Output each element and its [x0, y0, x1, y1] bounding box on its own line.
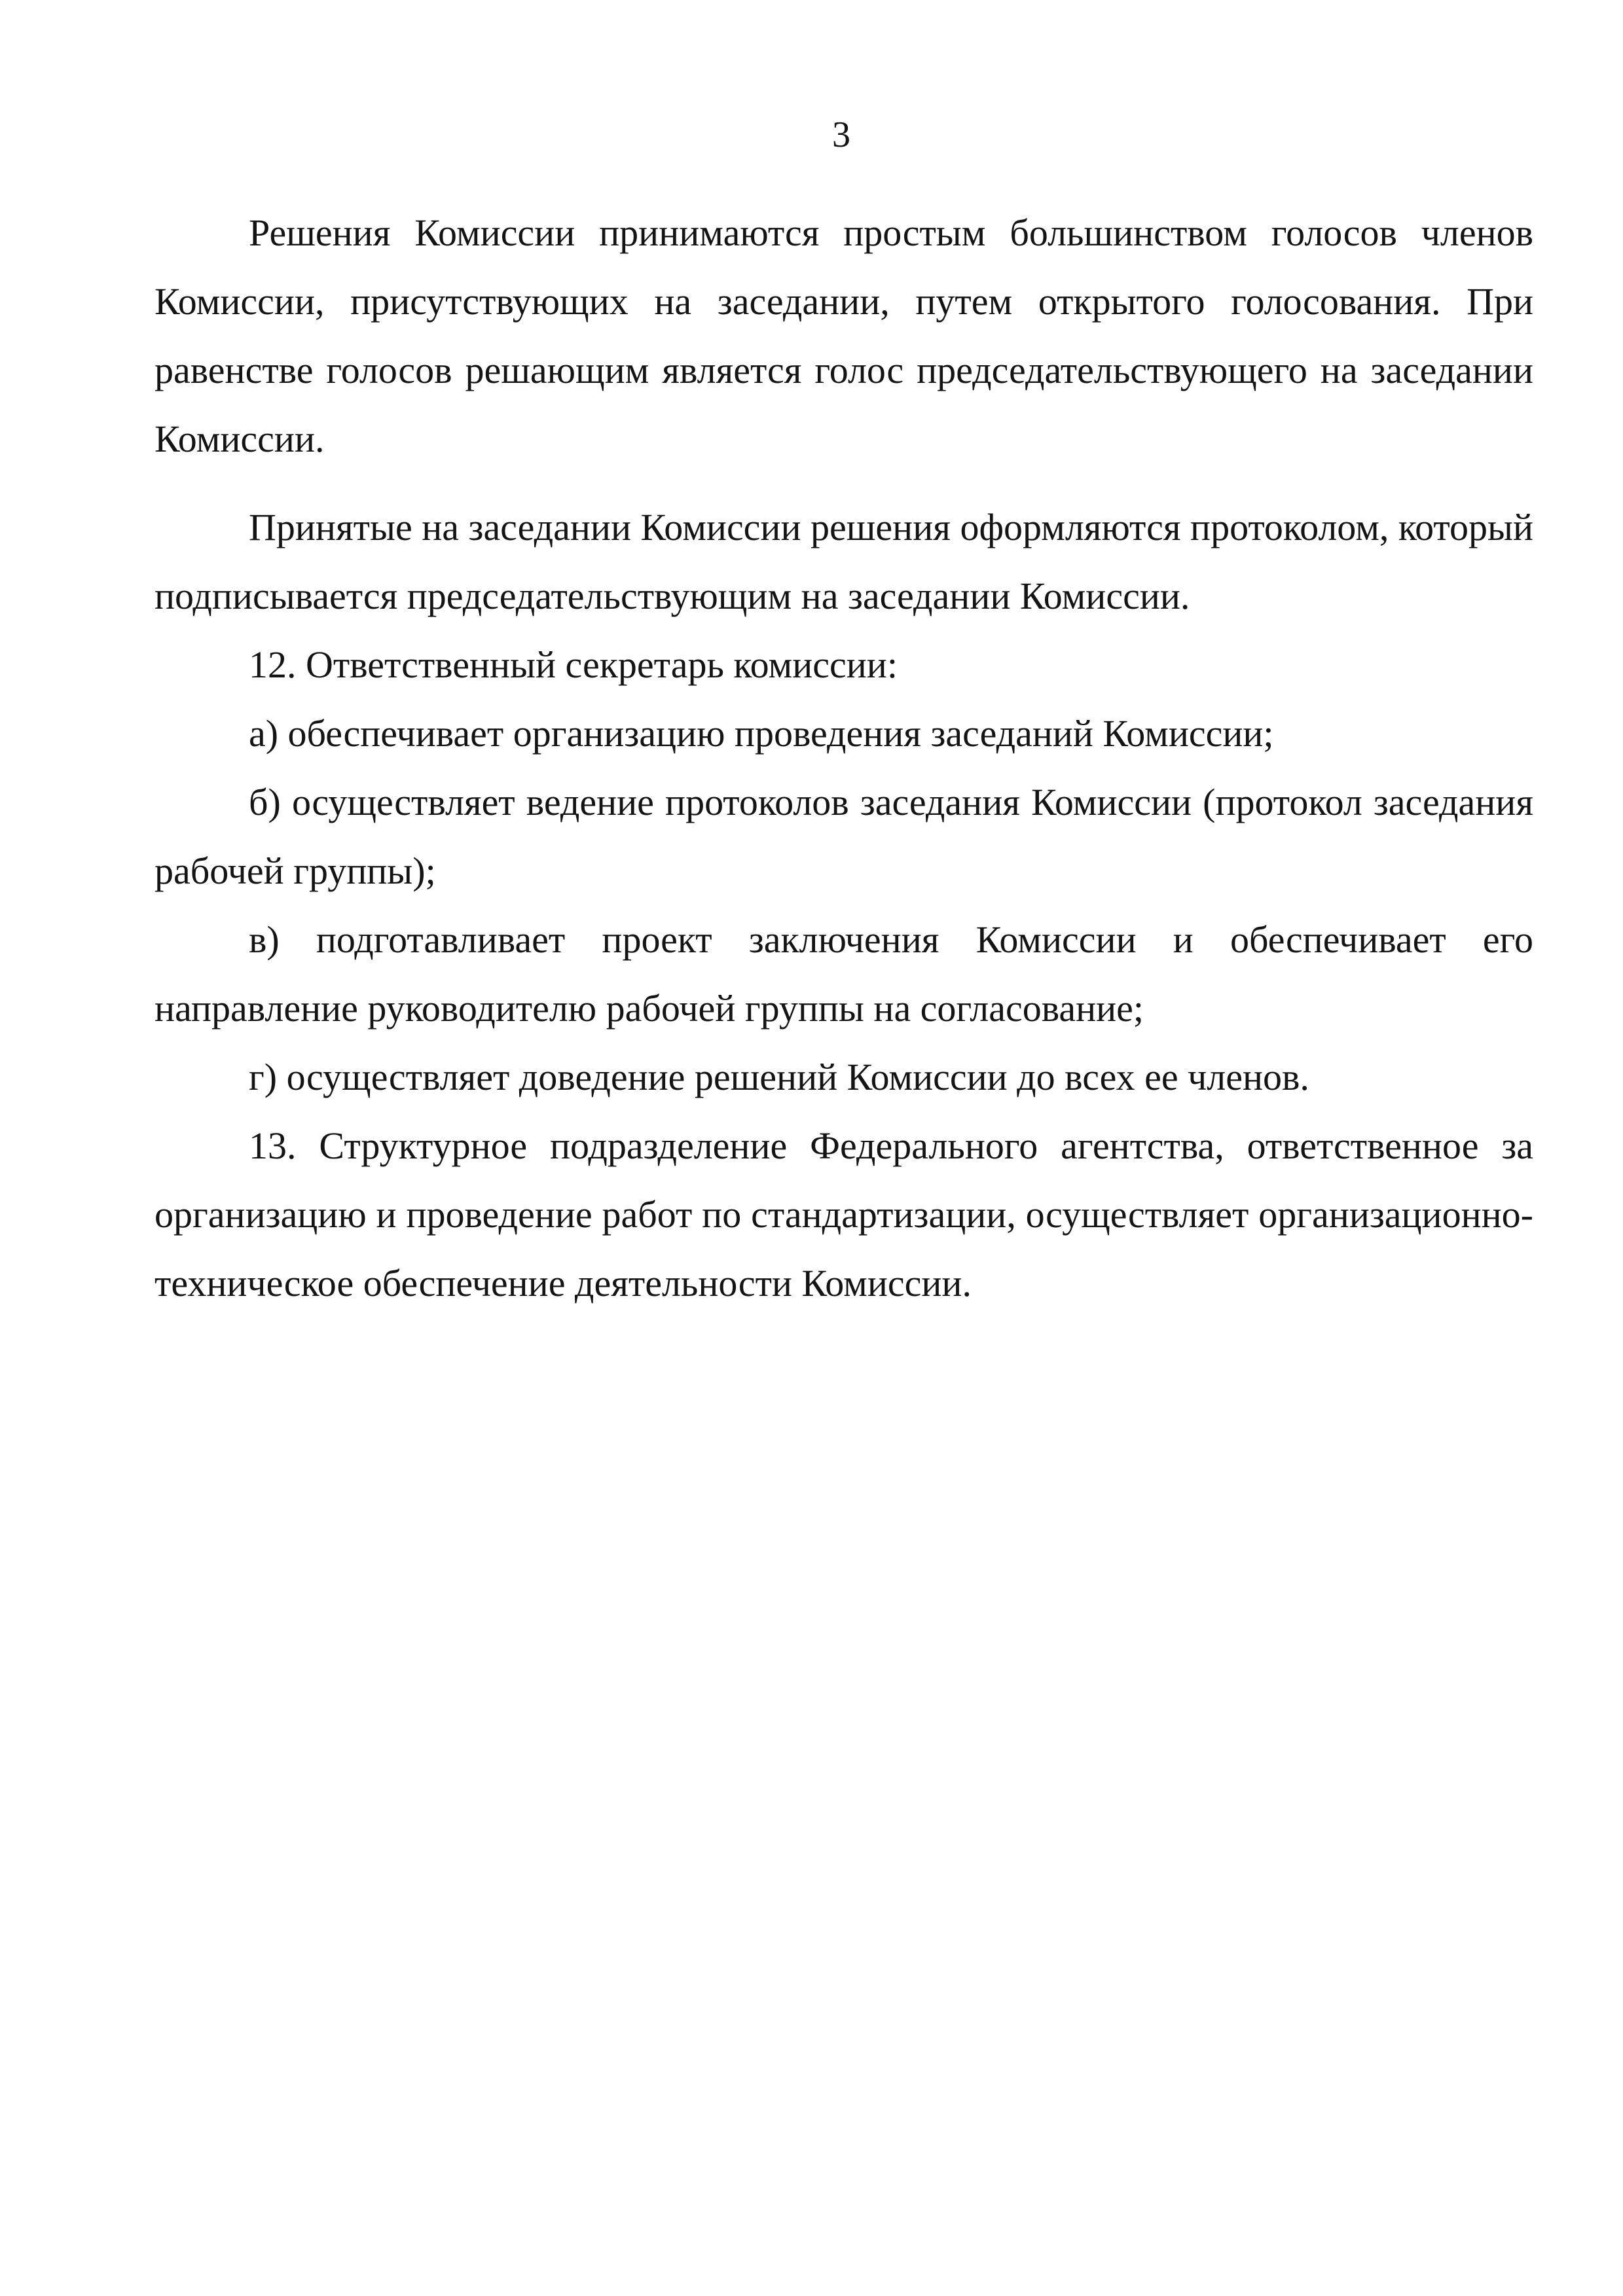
paragraph-item-12g: г) осуществляет доведение решений Комиссии до всех ее членов. — [249, 1056, 1309, 1098]
paragraph-protocol: Принятые на заседании Комиссии решения оформляются протоколом, который подписывается председательствующим на заседании Комиссии. — [155, 506, 1533, 617]
document-body — [155, 198, 1533, 1318]
paragraph-item-12a: а) обеспечивает организацию проведения заседаний Комиссии; — [249, 712, 1274, 755]
paragraph-decision-voting: Решения Комиссии принимаются простым большинством голосов членов Комиссии, присутствующих на заседании, путем открытого голосования. При равенстве голосов решающим является голос председательствующего на заседании Комиссии. — [155, 211, 1533, 460]
paragraph-item-12b: б) осуществляет ведение протоколов заседания Комиссии (протокол заседания рабочей группы); — [155, 781, 1533, 892]
paragraph-item-12: 12. Ответственный секретарь комиссии: — [249, 643, 898, 686]
paragraph-item-13: 13. Структурное подразделение Федерального агентства, ответственное за организацию и проведение работ по стандартизации, осуществляет организационно-техническое обеспечение деятельности Комиссии. — [155, 1124, 1533, 1304]
page-number: 3 — [832, 115, 850, 155]
paragraph-item-12v: в) подготавливает проект заключения Комиссии и обеспечивает его направление руководителю рабочей группы на согласование; — [155, 918, 1533, 1030]
